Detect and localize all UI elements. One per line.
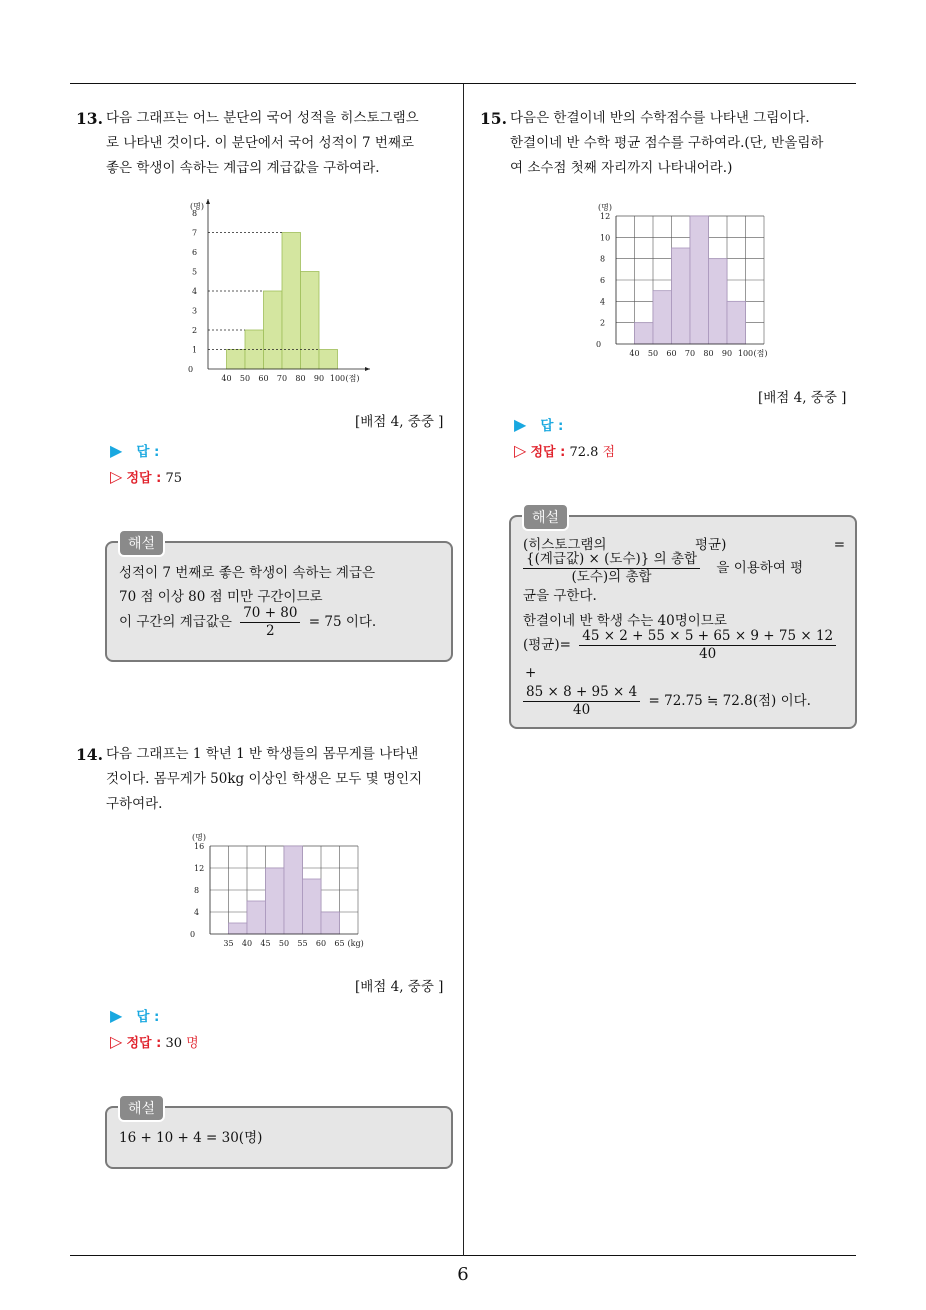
x-tick-label: 40 — [241, 939, 253, 948]
x-tick-label: 45 — [260, 939, 271, 948]
histogram-bar — [284, 846, 303, 934]
histogram-bar — [653, 291, 672, 344]
y-tick-label: 16 — [194, 842, 205, 851]
score-label: [배점 4, 중중 ] — [355, 979, 444, 995]
answer-row[interactable] — [514, 414, 563, 434]
question-line: 다음은 한결이네 반의 수학점수를 나타낸 그림이다. — [510, 110, 810, 126]
correct-label: 정답 : — [126, 1036, 162, 1051]
x-axis-unit: (kg) — [347, 939, 364, 948]
histogram-bar — [672, 248, 691, 344]
x-tick-label: 60 — [666, 349, 677, 358]
answer-label: 답 : — [136, 444, 160, 460]
y-tick-label: 3 — [192, 306, 198, 316]
solution-tag: 해설 — [118, 529, 165, 557]
triangle-outline-icon: ▷ — [514, 441, 527, 460]
solution-line: 이 구간의 계급값은 $\frac{70 + 80}{2}$ = 75 이다. — [119, 605, 377, 639]
solution-line: 성적이 7 번째로 좋은 학생이 속하는 계급은 — [119, 565, 376, 581]
correct-answer-row — [514, 441, 615, 460]
histogram-bar — [282, 233, 301, 370]
question-line: 다음 그래프는 어느 분단의 국어 성적을 히스토그램으 — [106, 110, 419, 126]
question-line: 구하여라. — [106, 796, 163, 812]
solution-tag: 해설 — [522, 503, 569, 531]
x-tick-label: 100 — [737, 349, 754, 358]
play-icon: ▶ — [110, 441, 123, 460]
solution-box — [105, 541, 453, 662]
problem-15 — [480, 106, 860, 181]
histogram-bar — [635, 323, 654, 344]
x-tick-label: 80 — [295, 374, 306, 383]
x-tick-label: 65 — [334, 939, 345, 948]
x-tick-label: 100 — [329, 374, 346, 383]
score-label: [배점 4, 중중 ] — [355, 414, 444, 430]
question-line: 여 소수점 첫째 자리까지 나타내어라.) — [510, 160, 733, 176]
play-icon: ▶ — [514, 415, 527, 434]
histogram-bar — [303, 879, 322, 934]
solution-line: (평균)= $\frac{45 \times 2 + 55 \times 5 + 65 \times 9 + 75 \times 12}{40}$ + — [523, 628, 845, 684]
x-tick-label: 35 — [223, 939, 234, 948]
solution-tag: 해설 — [118, 1094, 165, 1122]
histogram-bar — [709, 259, 728, 344]
histogram-bar — [690, 216, 709, 344]
fraction: $\frac{45 \times 2 + 55 \times 5 + 65 \times 9 + 75 \times 12}{40}$ — [579, 628, 836, 663]
y-tick-label: 5 — [192, 267, 198, 277]
x-tick-label: 60 — [315, 939, 327, 948]
solution-line: 한결이네 반 학생 수는 40명이므로 — [523, 613, 727, 629]
problem-number: 14. — [76, 745, 103, 764]
x-tick-label: 50 — [239, 374, 251, 383]
origin-label: 0 — [596, 340, 602, 349]
problem-14 — [76, 742, 456, 817]
y-tick-label: 2 — [600, 318, 606, 328]
correct-label: 정답 : — [530, 445, 566, 460]
question-line: 한결이네 반 수학 평균 점수를 구하여라.(단, 반올림하 — [510, 135, 824, 151]
solution-line: (히스토그램의 평균) = — [523, 537, 845, 553]
correct-unit: 명 — [186, 1036, 199, 1051]
y-tick-label: 8 — [192, 209, 198, 218]
problem-13 — [76, 106, 456, 181]
play-icon: ▶ — [110, 1006, 123, 1025]
column-divider — [463, 84, 464, 1256]
question-line: 다음 그래프는 1 학년 1 반 학생들의 몸무게를 나타낸 — [106, 746, 419, 762]
solution-line: $\frac{\text{\{(계급값) × (도수)\} 의 총합}}{\text{(도수)의 총합}}$ 을 이용하여 평 — [523, 551, 845, 586]
problem-number: 13. — [76, 109, 103, 128]
y-axis-unit: (명) — [598, 203, 612, 212]
y-tick-label: 10 — [600, 233, 611, 243]
question-line: 것이다. 몸무게가 50kg 이상인 학생은 모두 몇 명인지 — [106, 771, 423, 787]
correct-value: 75 — [165, 471, 182, 486]
solution-line: 70 점 이상 80 점 미만 구간이므로 — [119, 589, 323, 605]
question-line: 좋은 학생이 속하는 계급의 계급값을 구하여라. — [106, 160, 380, 176]
page-number: 6 — [457, 1264, 469, 1285]
x-tick-label: 50 — [278, 939, 290, 948]
histogram-bar — [727, 301, 746, 344]
histogram-korean-scores — [190, 192, 380, 392]
x-tick-label: 70 — [684, 349, 696, 358]
correct-value: 30 — [165, 1036, 182, 1051]
fraction: $\frac{85 \times 8 + 95 \times 4}{40}$ — [523, 684, 640, 719]
solution-line: 균을 구한다. — [523, 588, 597, 604]
histogram-bar — [247, 901, 266, 934]
y-axis-arrow — [206, 199, 210, 204]
correct-value: 72.8 — [569, 445, 599, 460]
y-axis-unit: (명) — [190, 202, 204, 211]
y-tick-label: 6 — [600, 276, 606, 285]
x-tick-label: 55 — [297, 939, 308, 948]
y-tick-label: 8 — [194, 886, 200, 895]
x-tick-label: 90 — [313, 374, 325, 383]
answer-row[interactable] — [110, 440, 159, 460]
y-tick-label: 4 — [194, 908, 200, 917]
histogram-bar — [319, 350, 338, 370]
answer-row[interactable] — [110, 1005, 159, 1025]
x-tick-label: 60 — [258, 374, 269, 383]
histogram-math-scores — [590, 192, 790, 362]
y-tick-label: 12 — [600, 212, 611, 221]
origin-label: 0 — [190, 930, 196, 939]
x-tick-label: 90 — [721, 349, 733, 358]
histogram-bar — [229, 923, 248, 934]
correct-label: 정답 : — [126, 471, 162, 486]
answer-label: 답 : — [136, 1009, 160, 1025]
x-axis-unit: (점) — [345, 374, 360, 383]
histogram-bar — [321, 912, 340, 934]
x-tick-label: 70 — [276, 374, 288, 383]
y-axis-unit: (명) — [192, 833, 206, 842]
histogram-bar — [227, 350, 246, 370]
problem-number: 15. — [480, 109, 507, 128]
y-tick-label: 4 — [600, 297, 606, 307]
x-axis-unit: (점) — [753, 349, 768, 358]
x-tick-label: 40 — [221, 374, 232, 383]
x-tick-label: 80 — [703, 349, 714, 358]
score-label: [배점 4, 중중 ] — [758, 390, 847, 406]
y-tick-label: 6 — [192, 248, 198, 257]
y-tick-label: 2 — [192, 326, 198, 335]
triangle-outline-icon: ▷ — [110, 467, 123, 486]
correct-answer-row — [110, 1032, 199, 1051]
answer-label: 답 : — [540, 418, 564, 434]
fraction: $\frac{70 + 80}{2}$ — [240, 605, 300, 640]
x-tick-label: 40 — [629, 349, 640, 358]
histogram-bar — [301, 272, 320, 370]
solution-box — [509, 515, 857, 729]
fraction: $\frac{\text{\{(계급값) × (도수)\} 의 총합}}{\text{(도수)의 총합}}$ — [523, 551, 700, 586]
y-tick-label: 12 — [194, 864, 205, 873]
solution-line: 16 + 10 + 4 = 30(명) — [119, 1130, 263, 1146]
question-line: 로 나타낸 것이다. 이 분단에서 국어 성적이 7 번째로 — [106, 135, 415, 151]
correct-answer-row — [110, 467, 182, 486]
y-tick-label: 8 — [600, 254, 606, 264]
x-axis-arrow — [365, 367, 370, 371]
y-tick-label: 7 — [192, 228, 198, 238]
histogram-body-weight — [190, 828, 380, 953]
x-tick-label: 50 — [647, 349, 659, 358]
y-tick-label: 4 — [192, 287, 198, 296]
histogram-bar — [264, 291, 283, 369]
solution-line: $\frac{85 \times 8 + 95 \times 4}{40}$ = 72.75 ≒ 72.8(점) 이다. — [523, 684, 845, 719]
origin-label: 0 — [188, 365, 194, 374]
histogram-bar — [266, 868, 285, 934]
triangle-outline-icon: ▷ — [110, 1032, 123, 1051]
correct-unit: 점 — [602, 445, 616, 460]
y-tick-label: 1 — [192, 345, 198, 355]
